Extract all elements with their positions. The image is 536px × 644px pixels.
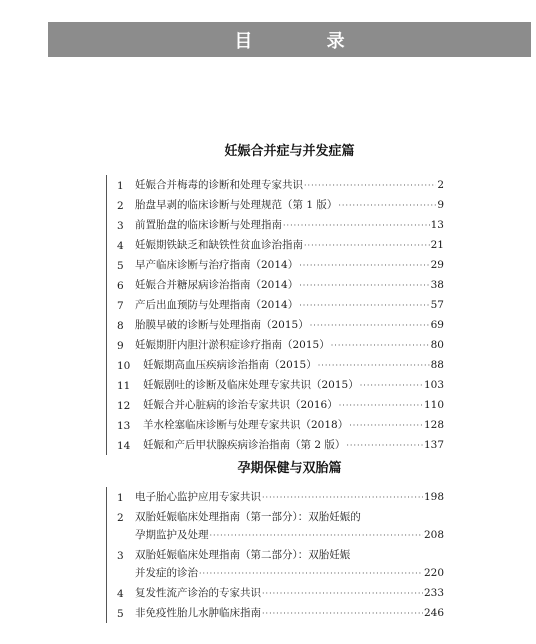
toc-leader-dots	[210, 531, 423, 540]
toc-entry-page: 13	[430, 219, 444, 231]
toc-list-prenatal-twins	[106, 487, 444, 623]
toc-header-banner	[48, 22, 531, 57]
toc-entry	[107, 175, 444, 195]
toc-entry-title: 双胎妊娠临床处理指南（第一部分）：双胎妊娠的	[135, 511, 361, 523]
toc-list-complications	[106, 175, 444, 455]
toc-entry-page: 220	[423, 567, 444, 579]
toc-entry-page: 246	[423, 607, 444, 619]
toc-entry-title: 妊娠期高血压疾病诊治指南（2015）	[143, 359, 317, 371]
toc-entry-title: 妊娠和产后甲状腺疾病诊治指南（第 2 版）	[143, 439, 346, 451]
toc-leader-dots	[339, 401, 423, 410]
toc-entry-title: 复发性流产诊治的专家共识	[135, 587, 261, 599]
toc-header-title: 目 录	[234, 30, 379, 52]
toc-leader-dots	[318, 361, 430, 370]
toc-entry-page: 80	[430, 339, 444, 351]
toc-entry-page: 137	[423, 439, 444, 451]
toc-entry-number: 5	[117, 260, 124, 272]
toc-entry	[107, 255, 444, 275]
toc-entry-page: 208	[423, 529, 444, 541]
toc-entry	[107, 235, 444, 255]
toc-entry-page: 88	[430, 359, 444, 371]
toc-leader-dots	[331, 341, 430, 350]
toc-entry-page: 2	[437, 179, 444, 191]
toc-entry	[107, 215, 444, 235]
toc-leader-dots	[299, 281, 429, 290]
toc-entry-title-continued: 孕期监护及处理	[135, 529, 209, 541]
toc-entry	[107, 375, 444, 395]
toc-entry-number: 8	[117, 320, 124, 332]
toc-entry	[107, 395, 444, 415]
toc-leader-dots	[262, 609, 423, 618]
toc-entry-number: 4	[117, 240, 124, 252]
toc-entry-title: 妊娠剧吐的诊断及临床处理专家共识（2015）	[143, 379, 359, 391]
toc-entry	[107, 195, 444, 215]
toc-leader-dots	[360, 381, 423, 390]
toc-entry-number: 5	[117, 608, 124, 620]
toc-entry-number: 10	[117, 360, 131, 372]
toc-leader-dots	[199, 569, 423, 578]
toc-entry-page: 29	[430, 259, 444, 271]
toc-entry-page: 128	[423, 419, 444, 431]
toc-entry	[107, 507, 444, 527]
toc-entry-title: 妊娠期铁缺乏和缺铁性贫血诊治指南	[135, 239, 303, 251]
toc-leader-dots	[346, 441, 423, 450]
toc-entry-title: 早产临床诊断与治疗指南（2014）	[135, 259, 299, 271]
toc-entry-page: 38	[430, 279, 444, 291]
toc-entry-page: 198	[423, 491, 444, 503]
toc-entry-number: 13	[117, 420, 131, 432]
toc-entry	[107, 315, 444, 335]
toc-entry-number: 9	[117, 340, 124, 352]
toc-entry-number: 14	[117, 440, 131, 452]
toc-entry	[107, 583, 444, 603]
toc-leader-dots	[349, 421, 423, 430]
toc-entry-page: 233	[423, 587, 444, 599]
toc-entry-title: 妊娠期肝内胆汁淤积症诊疗指南（2015）	[135, 339, 330, 351]
toc-entry	[107, 545, 444, 565]
toc-entry	[107, 335, 444, 355]
toc-entry-page: 103	[423, 379, 444, 391]
toc-entry-number: 4	[117, 588, 124, 600]
toc-entry-title: 妊娠合并梅毒的诊断和处理专家共识	[135, 179, 303, 191]
toc-entry-number: 1	[117, 492, 124, 504]
toc-entry	[107, 295, 444, 315]
toc-entry-page: 9	[437, 199, 444, 211]
toc-entry-title: 双胎妊娠临床处理指南（第二部分）：双胎妊娠	[135, 549, 351, 561]
toc-entry-title: 产后出血预防与处理指南（2014）	[135, 299, 299, 311]
toc-entry-number: 1	[117, 180, 124, 192]
toc-entry-page: 69	[430, 319, 444, 331]
section-title-prenatal-twins: 孕期保健与双胎篇	[237, 461, 342, 476]
toc-leader-dots	[338, 201, 436, 210]
toc-leader-dots	[304, 181, 436, 190]
toc-entry-title: 妊娠合并糖尿病诊治指南（2014）	[135, 279, 299, 291]
toc-entry-page: 57	[430, 299, 444, 311]
toc-leader-dots	[262, 493, 423, 502]
toc-entry-page: 21	[430, 239, 444, 251]
toc-entry-title: 妊娠合并心脏病的诊治专家共识（2016）	[143, 399, 338, 411]
toc-entry-title: 非免疫性胎儿水肿临床指南	[135, 607, 261, 619]
toc-entry-title: 胎膜早破的诊断与处理指南（2015）	[135, 319, 309, 331]
toc-entry-number: 7	[117, 300, 124, 312]
toc-entry-number: 2	[117, 512, 124, 524]
toc-leader-dots	[299, 261, 429, 270]
toc-entry	[107, 435, 444, 455]
toc-leader-dots	[262, 589, 423, 598]
toc-entry	[107, 355, 444, 375]
toc-leader-dots	[310, 321, 430, 330]
toc-entry-title-continued: 并发症的诊治	[135, 567, 198, 579]
toc-entry-continuation	[107, 527, 444, 545]
toc-entry-continuation	[107, 565, 444, 583]
toc-leader-dots	[299, 301, 429, 310]
toc-leader-dots	[304, 241, 430, 250]
toc-leader-dots	[283, 221, 430, 230]
toc-entry-number: 2	[117, 200, 124, 212]
toc-entry	[107, 415, 444, 435]
toc-entry-number: 3	[117, 550, 124, 562]
toc-entry-title: 电子胎心监护应用专家共识	[135, 491, 261, 503]
toc-entry	[107, 275, 444, 295]
toc-entry-title: 羊水栓塞临床诊断与处理专家共识（2018）	[143, 419, 349, 431]
toc-entry	[107, 487, 444, 507]
toc-entry-number: 3	[117, 220, 124, 232]
toc-entry-title: 胎盘早剥的临床诊断与处理规范（第 1 版）	[135, 199, 338, 211]
toc-entry-number: 6	[117, 280, 124, 292]
toc-entry-page: 110	[423, 399, 444, 411]
toc-entry-number: 12	[117, 400, 131, 412]
toc-entry-title: 前置胎盘的临床诊断与处理指南	[135, 219, 282, 231]
section-title-complications: 妊娠合并症与并发症篇	[224, 144, 355, 159]
toc-entry-number: 11	[117, 380, 131, 392]
toc-entry	[107, 603, 444, 623]
